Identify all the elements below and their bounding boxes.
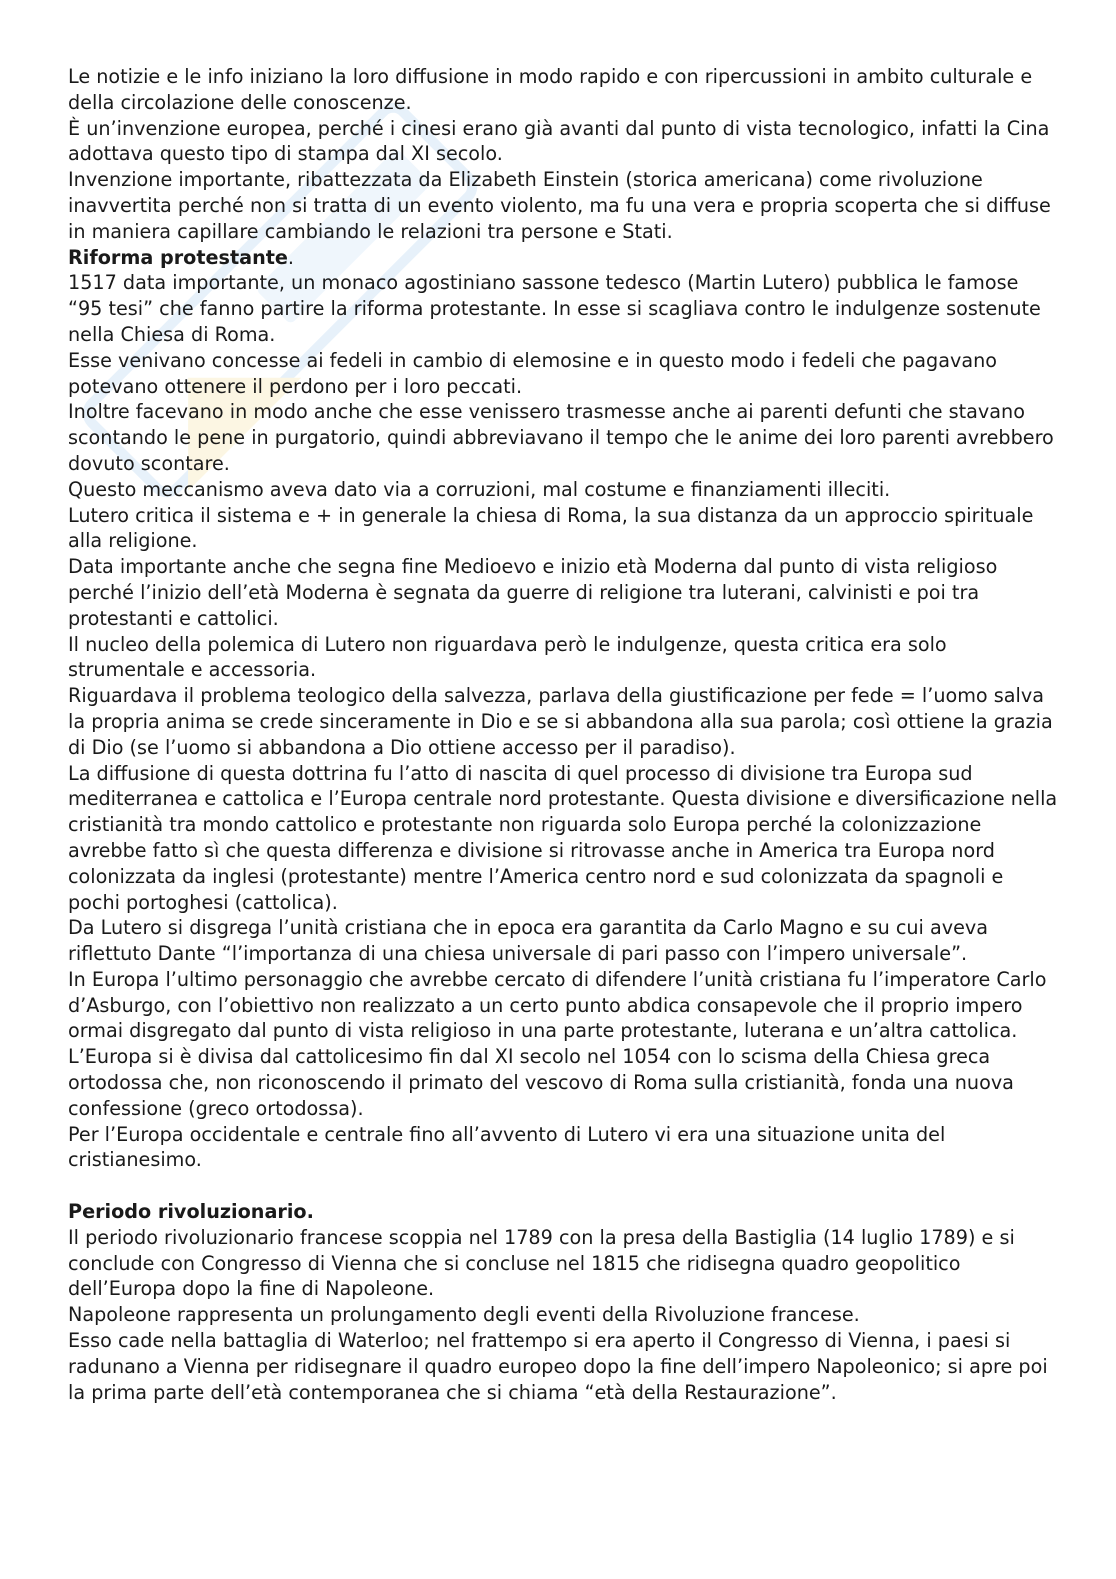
paragraph: Le notizie e le info iniziano la loro diffusione in modo rapido e con ripercussioni in ambito culturale e della circolazione delle conoscenze. (68, 65, 1033, 114)
section-heading-periodo: Periodo rivoluzionario. (68, 1200, 314, 1224)
paragraph: Data importante anche che segna fine Medioevo e inizio età Moderna dal punto di vista religioso perché l’inizio dell’età Moderna è segnata da guerre di religione tra luterani, calvinisti e poi tra protestanti e cattolici. (68, 555, 998, 630)
paragraph: Esso cade nella battaglia di Waterloo; nel frattempo si era aperto il Congresso di Vienna, i paesi si radunano a Vienna per ridisegnare il quadro europeo dopo la fine dell’impero Napoleonico; si apre poi la prima parte dell’età contemporanea che si chiama “età della Restaurazione”. (68, 1329, 1048, 1404)
paragraph: È un’invenzione europea, perché i cinesi erano già avanti dal punto di vista tecnologico, infatti la Cina adottava questo tipo di stampa dal XI secolo. (68, 116, 1050, 166)
paragraph: La diffusione di questa dottrina fu l’atto di nascita di quel processo di divisione tra Europa sud mediterranea e cattolica e l’Europa centrale nord protestante. Questa divisione e diversificazione nella cristianità tra mondo cattolico e protestante non riguarda solo Europa perché la colonizzazione avrebbe fatto sì che questa differenza e divisione si ritrovasse anche in America tra Europa nord colonizzata da inglesi (protestante) mentre l’America centro nord e sud colonizzata da spagnoli e pochi portoghesi (cattolica). (68, 761, 1058, 914)
paragraph: L’Europa si è divisa dal cattolicesimo fin dal XI secolo nel 1054 con lo scisma della Chiesa greca ortodossa che, non riconoscendo il primato del vescovo di Roma sulla cristianità, fonda una nuova confessione (greco ortodossa). (68, 1045, 1014, 1120)
paragraph: Da Lutero si disgrega l’unità cristiana che in epoca era garantita da Carlo Magno e su cui aveva riflettuto Dante “l’importanza di una chiesa universale di pari passo con l’impero universale”. (68, 916, 988, 966)
document-page (68, 64, 1058, 1405)
paragraph: Lutero critica il sistema e + in generale la chiesa di Roma, la sua distanza da un approccio spirituale alla religione. (68, 503, 1034, 553)
section-heading-riforma (68, 245, 1058, 271)
paragraph: Questo meccanismo aveva dato via a corruzioni, mal costume e finanziamenti illeciti. (68, 477, 891, 501)
paragraph: In Europa l’ultimo personaggio che avrebbe cercato di difendere l’unità cristiana fu l’imperatore Carlo d’Asburgo, con l’obiettivo non realizzato a un certo punto abdica consapevole che il proprio impero ormai disgregato dal punto di vista religioso in una parte protestante, luterana e un’altra cattolica. (68, 967, 1047, 1043)
paragraph: Inoltre facevano in modo anche che esse venissero trasmesse anche ai parenti defunti che stavano scontando le pene in purgatorio, quindi abbreviavano il tempo che le anime dei loro parenti avrebbero dovuto scontare. (68, 400, 1054, 475)
paragraph: Napoleone rappresenta un prolungamento degli eventi della Rivoluzione francese. (68, 1303, 860, 1327)
paragraph: Il periodo rivoluzionario francese scoppia nel 1789 con la presa della Bastiglia (14 luglio 1789) e si conclude con Congresso di Vienna che si concluse nel 1815 che ridisegna quadro geopolitico dell’Europa dopo la fine di Napoleone. (68, 1225, 1015, 1301)
blank-line (68, 1173, 1058, 1199)
paragraph: Il nucleo della polemica di Lutero non riguardava però le indulgenze, questa critica era solo strumentale e accessoria. (68, 632, 947, 682)
heading-text: Riforma protestante (68, 245, 288, 269)
paragraph: Per l’Europa occidentale e centrale fino all’avvento di Lutero vi era una situazione unita del cristianesimo. (68, 1122, 946, 1172)
paragraph: Invenzione importante, ribattezzata da Elizabeth Einstein (storica americana) come rivoluzione inavvertita perché non si tratta di un evento violento, ma fu una vera e propria scoperta che si diffuse in maniera capillare cambiando le relazioni tra persone e Stati. (68, 168, 1051, 243)
paragraph: Riguardava il problema teologico della salvezza, parlava della giustificazione per fede = l’uomo salva la propria anima se crede sinceramente in Dio e se si abbandona alla sua parola; così ottiene la grazia di Dio (se l’uomo si abbandona a Dio ottiene accesso per il paradiso). (68, 684, 1053, 759)
paragraph: Esse venivano concesse ai fedeli in cambio di elemosine e in questo modo i fedeli che pagavano potevano ottenere il perdono per i loro peccati. (68, 348, 997, 398)
paragraph: 1517 data importante, un monaco agostiniano sassone tedesco (Martin Lutero) pubblica le famose “95 tesi” che fanno partire la riforma protestante. In esse si scagliava contro le indulgenze sostenute nella Chiesa di Roma. (68, 271, 1041, 346)
heading-suffix: . (287, 245, 295, 269)
